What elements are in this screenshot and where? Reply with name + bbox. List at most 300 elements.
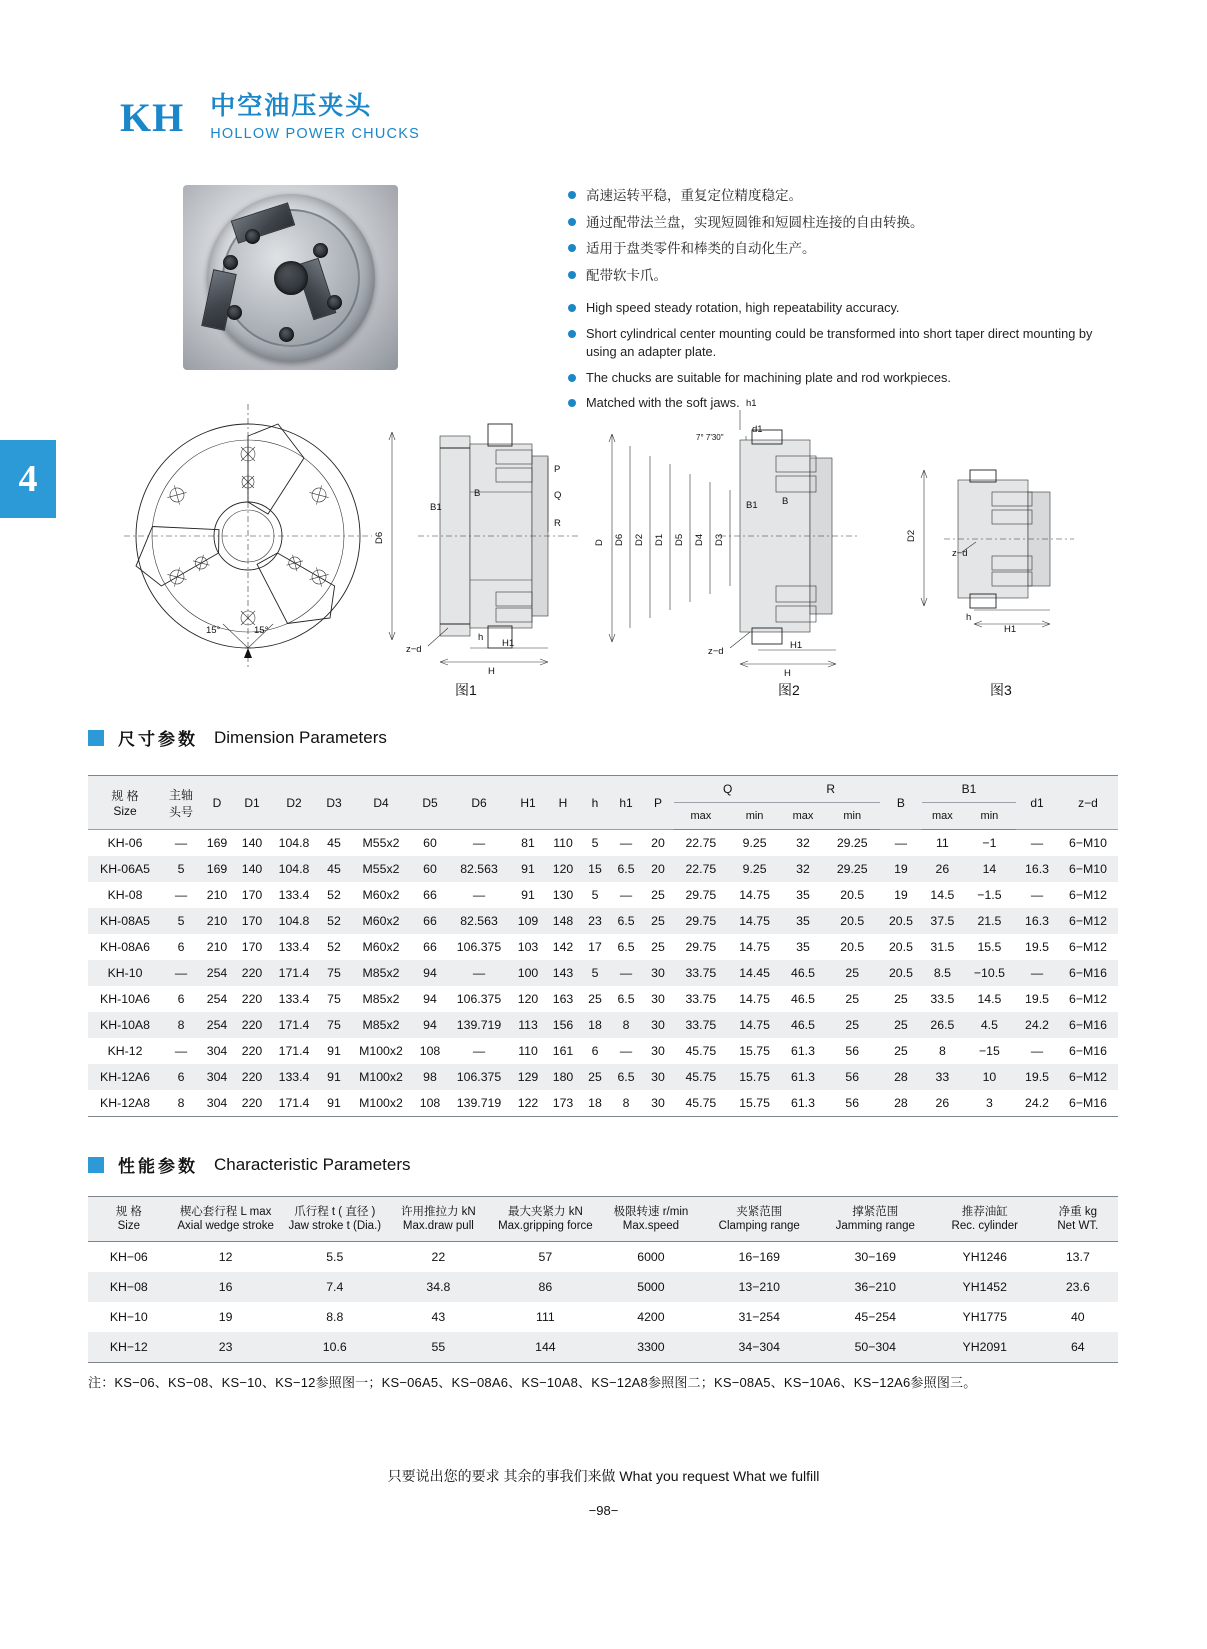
section-heading-dimension [88, 725, 387, 750]
table-cell: 9.25 [742, 836, 767, 850]
table-cell: — [472, 966, 486, 980]
table-cell: 6 [177, 992, 185, 1006]
svg-text:z−d: z−d [952, 548, 968, 559]
table-cell: — [1030, 888, 1044, 902]
col-h: h [580, 776, 610, 830]
table-cell: 14.75 [739, 1018, 770, 1032]
table-cell: 35 [796, 940, 810, 954]
table-cell: 20.5 [840, 914, 865, 928]
svg-text:D1: D1 [654, 533, 665, 546]
table-cell: 6 [177, 940, 185, 954]
col-D6: D6 [448, 776, 510, 830]
table-cell: 20.5 [888, 914, 913, 928]
table-cell: 14.45 [739, 966, 770, 980]
characteristic-table-head [88, 1197, 1118, 1242]
table-cell: 6−M12 [1069, 1070, 1107, 1084]
table-cell: 6−M12 [1069, 992, 1107, 1006]
cell-size: KH-12 [107, 1044, 143, 1058]
table-cell: 56 [845, 1044, 860, 1058]
table-cell: M100x2 [359, 1096, 403, 1110]
table-cell: 33.75 [685, 1018, 717, 1032]
table-cell: 4.5 [980, 1018, 998, 1032]
table-cell: 171.4 [278, 1096, 310, 1110]
table-cell: 21.5 [977, 914, 1002, 928]
table-cell: 25 [588, 992, 602, 1006]
table-cell: 8.8 [326, 1310, 344, 1324]
col-D: D [200, 776, 234, 830]
table-cell: 50−304 [854, 1340, 896, 1354]
table-cell: 6−M12 [1069, 914, 1107, 928]
chuck-hole [313, 243, 328, 258]
svg-text:B: B [782, 496, 789, 507]
table-cell: 22 [431, 1250, 446, 1264]
table-cell: 180 [552, 1070, 574, 1084]
table-cell: 30−169 [854, 1250, 896, 1264]
table-cell: 169 [206, 836, 228, 850]
drawing-section-fig3 [906, 396, 1110, 686]
table-cell: 5000 [637, 1280, 665, 1294]
table-cell: 14.75 [739, 940, 770, 954]
table-cell: 19.5 [1025, 1070, 1049, 1084]
table-cell: 35 [796, 914, 810, 928]
table-cell: 133.4 [278, 992, 310, 1006]
section-title-en: Characteristic Parameters [214, 1154, 411, 1174]
table-cell: 304 [206, 1070, 228, 1084]
table-cell: 31.5 [930, 940, 955, 954]
cell-size: KH-10A8 [100, 1018, 150, 1032]
table-cell: 5 [591, 966, 599, 980]
table-cell: 15.75 [739, 1070, 770, 1084]
table-cell: 169 [206, 862, 228, 876]
table-cell: 35 [796, 888, 810, 902]
table-cell: 5 [177, 914, 185, 928]
table-cell: 15.5 [977, 940, 1002, 954]
table-cell: 46.5 [791, 992, 815, 1006]
table-cell: 32 [796, 836, 810, 850]
table-cell: 56 [845, 1070, 860, 1084]
table-header-row [88, 776, 1118, 803]
table-cell: 10.6 [322, 1340, 347, 1354]
table-cell: 23 [588, 914, 602, 928]
table-cell: 13−210 [738, 1280, 780, 1294]
table-cell: 14 [982, 862, 997, 876]
table-cell: 66 [423, 914, 437, 928]
table-cell: M60x2 [362, 914, 400, 928]
footer-page-number: −98− [588, 1503, 619, 1518]
figure-caption-1: 图1 [455, 682, 477, 698]
char-col-header: 净重 kg Net WT. [1057, 1205, 1099, 1232]
table-cell: −1 [982, 836, 997, 850]
table-row [88, 1090, 1118, 1117]
table-cell: 143 [552, 966, 574, 980]
col-D2: D2 [270, 776, 318, 830]
table-cell: 31−254 [738, 1310, 780, 1324]
table-cell: 15.75 [739, 1044, 770, 1058]
chuck-hole [327, 295, 342, 310]
table-cell: 25 [845, 992, 860, 1006]
table-cell: 91 [521, 888, 535, 902]
table-row [88, 1332, 1118, 1363]
table-row [88, 934, 1118, 960]
table-cell: — [1030, 1044, 1044, 1058]
table-row [88, 908, 1118, 934]
table-cell: 104.8 [278, 914, 310, 928]
table-cell: 220 [241, 1070, 263, 1084]
table-cell: 28 [894, 1070, 908, 1084]
table-cell: 64 [1070, 1340, 1085, 1354]
table-cell: 139.719 [456, 1096, 502, 1110]
table-cell: 6.5 [617, 914, 635, 928]
table-cell: 6.5 [617, 940, 635, 954]
table-cell: 19 [218, 1310, 233, 1324]
col-P: P [642, 776, 674, 830]
svg-text:B1: B1 [746, 500, 758, 511]
col-B1-max: max [931, 810, 953, 822]
table-cell: 133.4 [278, 1070, 310, 1084]
cell-size: KH-06A5 [100, 862, 150, 876]
table-cell: M85x2 [362, 1018, 400, 1032]
table-cell: 140 [241, 836, 263, 850]
col-Q: Q [674, 776, 781, 803]
table-cell: 6−M12 [1069, 888, 1107, 902]
table-cell: 133.4 [278, 888, 310, 902]
table-cell: 25 [651, 940, 665, 954]
col-R-min: min [843, 810, 862, 822]
table-cell: 171.4 [278, 966, 310, 980]
col-H1: H1 [510, 776, 546, 830]
table-cell: 111 [536, 1310, 555, 1324]
table-cell: 5 [177, 862, 185, 876]
table-cell: 46.5 [791, 966, 815, 980]
char-col-header: 爪行程 t ( 直径 ) Jaw stroke t (Dia.) [288, 1205, 382, 1232]
table-cell: 19.5 [1025, 940, 1049, 954]
table-cell: 66 [423, 888, 437, 902]
table-cell: 20.5 [888, 940, 913, 954]
col-B: B [880, 776, 922, 830]
table-cell: 45 [327, 862, 341, 876]
table-cell: 104.8 [278, 836, 310, 850]
table-cell: 30 [651, 992, 665, 1006]
table-row [88, 830, 1118, 857]
svg-text:H: H [488, 666, 495, 677]
svg-text:z−d: z−d [708, 646, 724, 657]
table-cell: YH2091 [962, 1340, 1007, 1354]
table-row [88, 1012, 1118, 1038]
svg-text:P: P [554, 464, 561, 475]
cell-size: KH−10 [109, 1310, 148, 1324]
char-col-header: 楔心套行程 L max Axial wedge stroke [177, 1205, 274, 1232]
table-cell: 19 [894, 862, 908, 876]
table-cell: −15 [978, 1044, 1000, 1058]
product-photo [183, 185, 398, 370]
table-cell: 94 [423, 992, 437, 1006]
table-cell: 61.3 [791, 1044, 815, 1058]
table-cell: 57 [538, 1250, 553, 1264]
dimension-table [88, 775, 1118, 1117]
table-cell: 148 [552, 914, 574, 928]
col-D5: D5 [412, 776, 448, 830]
chuck-hole [223, 255, 238, 270]
page-header [120, 92, 420, 142]
section-tab-number: 4 [0, 440, 56, 518]
table-cell: 14.75 [739, 888, 770, 902]
table-cell: 30 [651, 1096, 665, 1110]
feature-item-cn: 高速运转平稳，重复定位精度稳定。 [566, 186, 1106, 206]
table-cell: 45 [327, 836, 341, 850]
feature-item-cn: 适用于盘类零件和棒类的自动化生产。 [566, 239, 1106, 259]
table-cell: 16.3 [1025, 862, 1049, 876]
table-cell: 139.719 [456, 1018, 502, 1032]
table-cell: 55 [431, 1340, 446, 1354]
table-cell: 94 [423, 966, 437, 980]
table-cell: 32 [796, 862, 810, 876]
table-cell: 12 [218, 1250, 233, 1264]
page-title-en: HOLLOW POWER CHUCKS [210, 125, 420, 142]
table-cell: — [472, 836, 486, 850]
svg-text:h: h [478, 632, 484, 643]
table-cell: 6 [591, 1044, 599, 1058]
table-cell: YH1246 [962, 1250, 1007, 1264]
table-cell: 6−M16 [1069, 1018, 1107, 1032]
table-cell: 61.3 [791, 1096, 815, 1110]
characteristic-table [88, 1196, 1118, 1363]
feature-item-en: Short cylindrical center mounting could be transformed into short taper direct mounting by using an adapter plate. [566, 325, 1106, 362]
table-cell: 20 [651, 836, 665, 850]
table-cell: 100 [517, 966, 539, 980]
table-cell: −10.5 [973, 966, 1005, 980]
table-cell: 6.5 [617, 1070, 635, 1084]
table-cell: 8 [177, 1096, 185, 1110]
svg-text:7° 7'30": 7° 7'30" [696, 433, 724, 442]
table-cell: 254 [206, 966, 228, 980]
table-cell: 33 [935, 1070, 950, 1084]
col-R-max: max [792, 810, 814, 822]
table-cell: 29.25 [836, 836, 868, 850]
col-H: H [546, 776, 580, 830]
table-cell: — [1030, 836, 1044, 850]
svg-text:d1: d1 [752, 424, 763, 435]
table-cell: 20 [651, 862, 665, 876]
char-col-header: 规 格 Size [115, 1205, 142, 1232]
feature-item-cn: 配带软卡爪。 [566, 266, 1106, 286]
table-cell: 7.4 [326, 1280, 344, 1294]
table-cell: — [472, 888, 486, 902]
svg-text:D5: D5 [674, 533, 685, 546]
table-cell: 8 [938, 1044, 946, 1058]
table-cell: 33.75 [685, 966, 717, 980]
table-cell: 98 [423, 1070, 437, 1084]
table-cell: 3 [985, 1096, 993, 1110]
table-cell: 170 [241, 888, 263, 902]
table-cell: 110 [518, 1044, 538, 1058]
table-cell: 30 [651, 1018, 665, 1032]
table-cell: 106.375 [456, 1070, 502, 1084]
cell-size: KH−08 [109, 1280, 148, 1294]
cell-size: KH-08 [107, 888, 143, 902]
svg-text:D4: D4 [694, 533, 705, 546]
table-cell: — [619, 836, 633, 850]
table-cell: 210 [206, 888, 228, 902]
figure-caption-3: 图3 [990, 682, 1012, 698]
table-cell: 133.4 [278, 940, 310, 954]
table-cell: 113 [518, 1018, 538, 1032]
table-cell: 11 [935, 836, 949, 850]
table-cell: M60x2 [362, 888, 400, 902]
table-row [88, 1064, 1118, 1090]
table-cell: 171.4 [278, 1018, 310, 1032]
table-cell: 18 [588, 1018, 602, 1032]
svg-text:D: D [594, 539, 605, 546]
table-cell: 30 [651, 1044, 665, 1058]
table-cell: 10 [982, 1070, 997, 1084]
svg-text:Q: Q [554, 490, 562, 501]
table-cell: 75 [327, 966, 341, 980]
table-cell: 29.75 [685, 914, 717, 928]
col-Q-min: min [745, 810, 764, 822]
cell-size: KH-12A8 [100, 1096, 150, 1110]
table-row [88, 986, 1118, 1012]
table-cell: 20.5 [840, 940, 865, 954]
table-cell: — [174, 888, 188, 902]
table-cell: 106.375 [456, 940, 502, 954]
table-cell: 75 [327, 992, 341, 1006]
char-col-header: 许用推拉力 kN Max.draw pull [400, 1205, 476, 1232]
table-cell: 6−M16 [1069, 966, 1107, 980]
table-cell: 171.4 [278, 1044, 310, 1058]
table-cell: 210 [206, 914, 228, 928]
table-cell: 91 [327, 1070, 341, 1084]
char-col-header: 最大夹紧力 kN Max.gripping force [498, 1205, 593, 1232]
feature-item-en: Matched with the soft jaws. [566, 394, 1106, 413]
table-cell: 45−254 [854, 1310, 896, 1324]
drawing-front-view [128, 396, 378, 686]
table-cell: 37.5 [930, 914, 955, 928]
table-cell: 6.5 [617, 992, 635, 1006]
chuck-hole [279, 327, 294, 342]
table-cell: 22.75 [685, 836, 717, 850]
table-cell: 19.5 [1025, 992, 1049, 1006]
table-cell: 20.5 [888, 966, 913, 980]
table-cell: 91 [327, 1096, 341, 1110]
section-heading-characteristic [88, 1152, 411, 1177]
table-cell: 23.6 [1065, 1280, 1090, 1294]
col-size: 规 格 Size [88, 776, 162, 830]
table-cell: −1.5 [977, 888, 1002, 902]
table-cell: 220 [241, 1096, 263, 1110]
svg-text:B1: B1 [430, 502, 442, 513]
table-cell: 8 [622, 1018, 630, 1032]
table-cell: 5.5 [326, 1250, 344, 1264]
table-cell: M85x2 [362, 992, 400, 1006]
table-cell: 220 [241, 1018, 263, 1032]
table-cell: 22.75 [685, 862, 717, 876]
table-cell: 220 [241, 992, 263, 1006]
svg-text:H1: H1 [790, 640, 803, 651]
col-zd: z−d [1058, 776, 1118, 830]
col-D3: D3 [318, 776, 350, 830]
char-col-header: 撑紧范围 Jamming range [835, 1205, 915, 1232]
table-cell: 81 [521, 836, 535, 850]
cell-size: KH-10A6 [100, 992, 150, 1006]
table-cell: 24.2 [1025, 1018, 1049, 1032]
table-cell: 108 [419, 1096, 441, 1110]
table-cell: M60x2 [362, 940, 400, 954]
table-cell: 86 [538, 1280, 553, 1294]
svg-text:h1: h1 [746, 398, 757, 409]
table-row [88, 1302, 1118, 1332]
table-cell: YH1452 [962, 1280, 1007, 1294]
table-cell: — [619, 888, 633, 902]
drawing-section-fig1 [374, 396, 598, 686]
table-cell: 91 [521, 862, 535, 876]
drawing-section-fig2 [594, 396, 900, 686]
cell-size: KH-08A6 [100, 940, 150, 954]
table-cell: 16−169 [738, 1250, 780, 1264]
table-cell: 130 [552, 888, 574, 902]
table-cell: 170 [241, 940, 263, 954]
table-cell: 25 [845, 1018, 860, 1032]
col-h1: h1 [610, 776, 642, 830]
svg-text:D6: D6 [614, 533, 625, 546]
table-cell: 163 [552, 992, 574, 1006]
svg-text:D2: D2 [634, 533, 645, 546]
svg-text:D2: D2 [906, 529, 917, 542]
table-cell: 52 [327, 940, 341, 954]
table-cell: 220 [241, 1044, 263, 1058]
char-col-header: 夹紧范围 Clamping range [718, 1205, 800, 1232]
section-marker-square [88, 730, 104, 746]
table-cell: 8 [622, 1096, 630, 1110]
table-cell: 122 [517, 1096, 539, 1110]
col-Q-max: max [690, 810, 712, 822]
footer-slogan: 只要说出您的要求 其余的事我们来做 What you request What we fulfill [387, 1468, 820, 1484]
table-cell: 66 [423, 940, 437, 954]
chuck-hole [245, 229, 260, 244]
table-cell: 120 [552, 862, 574, 876]
section-title-cn: 性能参数 [118, 1157, 198, 1176]
table-cell: 14.75 [739, 992, 770, 1006]
table-cell: 220 [241, 966, 263, 980]
table-cell: 6 [177, 1070, 185, 1084]
table-cell: 129 [517, 1070, 539, 1084]
col-B1-min: min [980, 810, 999, 822]
table-cell: 104.8 [278, 862, 310, 876]
cell-size: KH-10 [107, 966, 143, 980]
table-cell: 6−M16 [1069, 1096, 1107, 1110]
svg-text:D6: D6 [374, 531, 385, 544]
table-cell: 26 [935, 862, 950, 876]
table-cell: 56 [845, 1096, 860, 1110]
table-cell: 40 [1070, 1310, 1085, 1324]
table-cell: 15.75 [739, 1096, 770, 1110]
table-cell: 9.25 [742, 862, 767, 876]
table-cell: 161 [552, 1044, 574, 1058]
table-cell: 18 [588, 1096, 602, 1110]
table-cell: 26 [935, 1096, 950, 1110]
table-cell: M55x2 [362, 836, 400, 850]
table-cell: 45.75 [685, 1044, 717, 1058]
section-marker-square [88, 1157, 104, 1173]
table-cell: 6−M16 [1069, 1044, 1107, 1058]
table-cell: 75 [327, 1018, 341, 1032]
table-cell: 6−M12 [1069, 940, 1107, 954]
table-cell: 25 [588, 1070, 602, 1084]
table-cell: 210 [206, 940, 228, 954]
table-cell: 5 [591, 836, 599, 850]
table-cell: 142 [552, 940, 574, 954]
table-cell: 36−210 [854, 1280, 896, 1294]
title-block [210, 92, 420, 142]
